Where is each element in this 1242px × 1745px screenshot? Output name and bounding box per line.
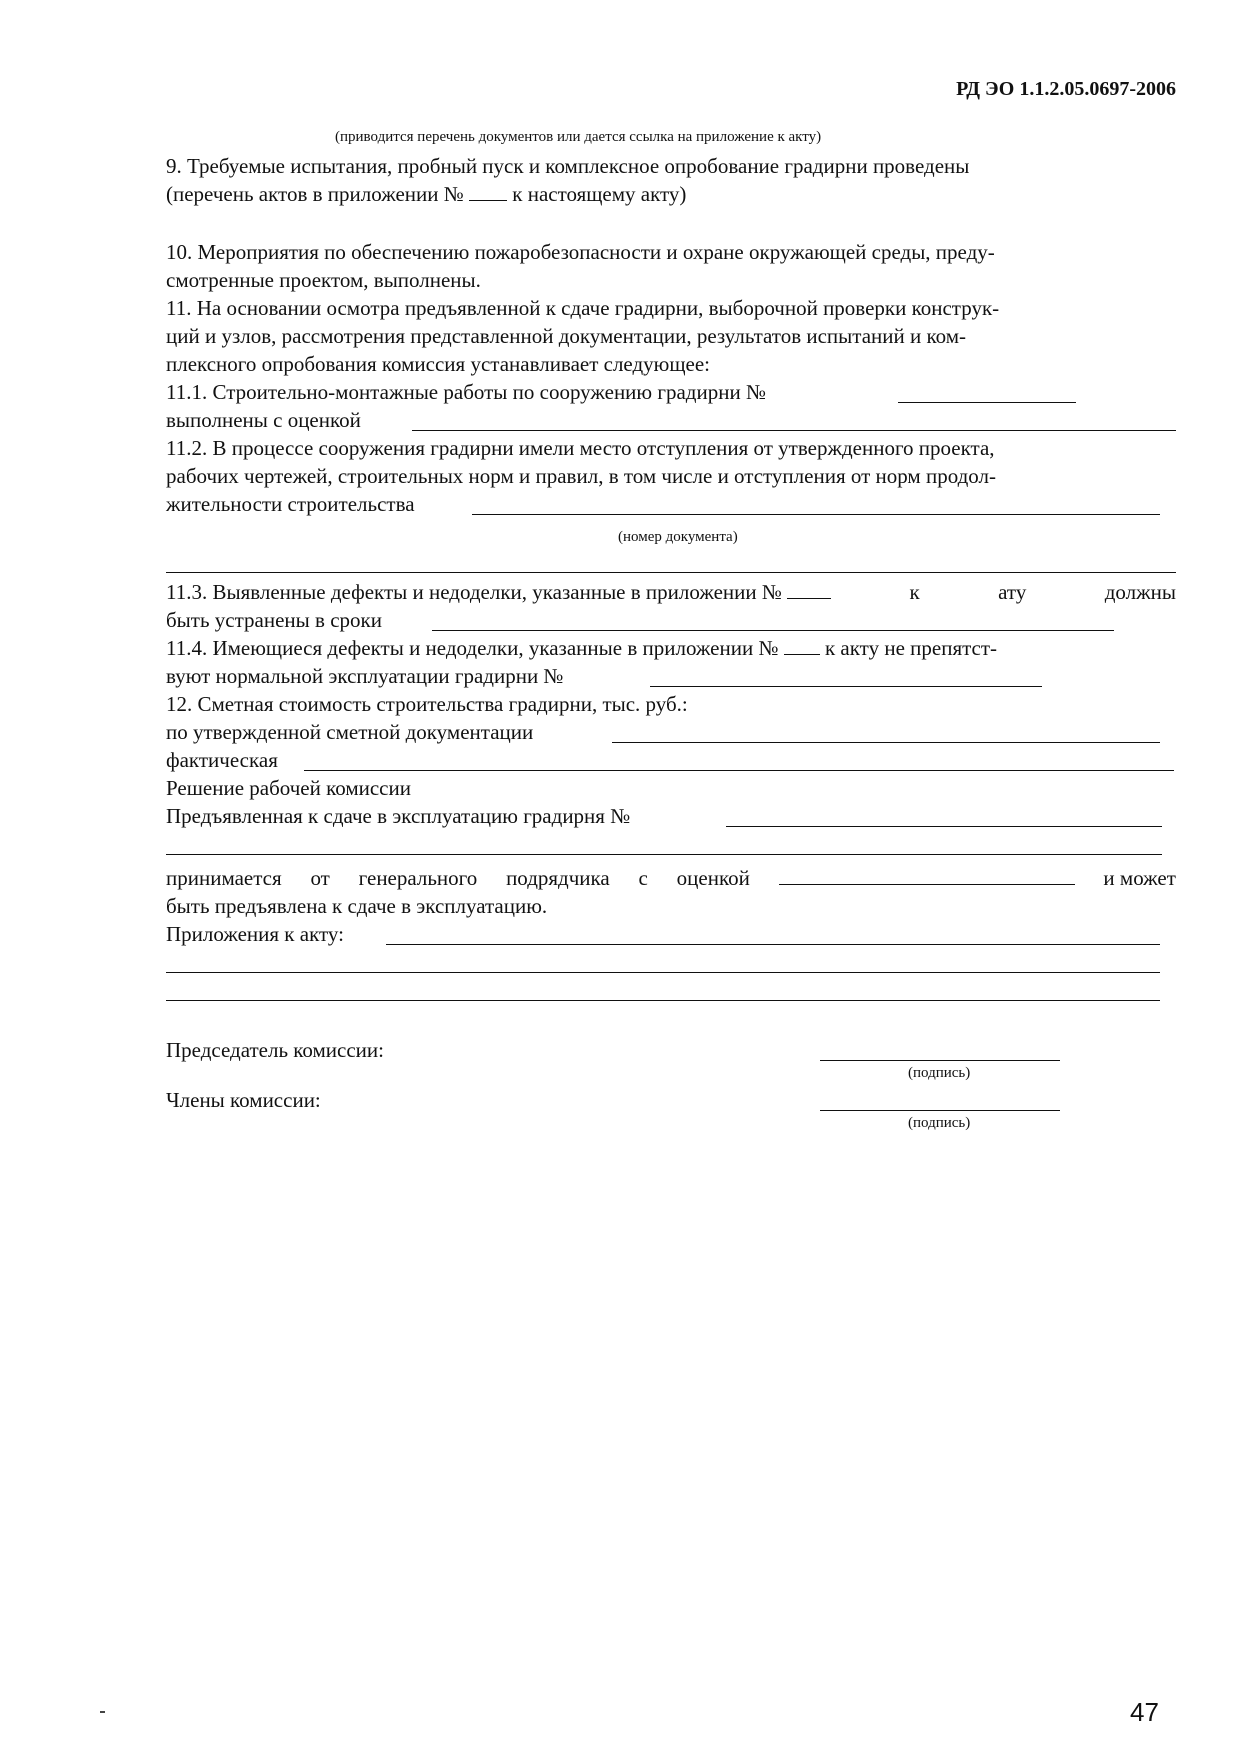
page-number: 47 <box>1130 1697 1159 1727</box>
item12-line3: фактическая <box>166 748 278 772</box>
document-code: РД ЭО 1.1.2.05.0697-2006 <box>956 78 1176 100</box>
item11-2-line3: жительности строительства <box>166 492 415 516</box>
document-number-blank <box>166 572 1176 573</box>
item11-line2: ций и узлов, рассмотрения представленной документации, результатов испытаний и ком- <box>166 324 967 348</box>
decision-tower-blank <box>726 826 1162 827</box>
item11-4-line2: вуют нормальной эксплуатации градирни № <box>166 664 564 688</box>
appendix-blank-1 <box>386 944 1160 945</box>
caption-documents: (приводится перечень документов или дается ссылка на приложение к акту) <box>335 129 822 145</box>
item12-line2: по утвержденной сметной документации <box>166 720 534 744</box>
item11-2-line2: рабочих чертежей, строительных норм и правил, в том числе и отступления от норм продол- <box>166 464 996 488</box>
item9-line2-post: к настоящему акту) <box>512 182 687 206</box>
signature-caption-2: (подпись) <box>908 1115 971 1131</box>
appendix-label: Приложения к акту: <box>166 922 344 946</box>
item11-3-line2: быть устранены в сроки <box>166 608 382 632</box>
item11-2-line1: 11.2. В процессе сооружения градирни имели место отступления от утвержденного проекта, <box>166 436 995 460</box>
chairman-signature-line <box>820 1060 1060 1061</box>
decision-line2: принимается от генерального подрядчика с оценкой и может <box>166 866 1176 890</box>
defects-appendix-blank <box>787 578 831 599</box>
deadline-blank <box>432 630 1114 631</box>
signature-caption-1: (подпись) <box>908 1065 971 1081</box>
item11-1-line1: 11.1. Строительно-монтажные работы по сооружению градирни № <box>166 380 766 404</box>
item11-4-line1: 11.4. Имеющиеся дефекты и недоделки, указанные в приложении № к акту не препятст- <box>166 636 998 660</box>
item11-line1: 11. На основании осмотра предъявленной к сдаче градирни, выборочной проверки конструк- <box>166 296 1000 320</box>
item9-line1: 9. Требуемые испытания, пробный пуск и комплексное опробование градирни проведены <box>166 154 970 178</box>
decision-line3: быть предъявлена к сдаче в эксплуатацию. <box>166 894 548 918</box>
defects-appendix-blank-2 <box>784 634 820 655</box>
decision-title: Решение рабочей комиссии <box>166 776 411 800</box>
appendix-blank-2 <box>166 972 1160 973</box>
item11-line3: плексного опробования комиссия устанавливает следующее: <box>166 352 711 376</box>
caption-document-number: (номер документа) <box>618 529 738 545</box>
item12-line1: 12. Сметная стоимость строительства градирни, тыс. руб.: <box>166 692 688 716</box>
members-label: Члены комиссии: <box>166 1088 321 1112</box>
decision-rating-blank <box>779 864 1075 885</box>
approved-cost-blank <box>612 742 1160 743</box>
item10-line1: 10. Мероприятия по обеспечению пожаробезопасности и охране окружающей среды, преду- <box>166 240 995 264</box>
decision-tower-blank-2 <box>166 854 1162 855</box>
chairman-label: Председатель комиссии: <box>166 1038 384 1062</box>
item9-line2-pre: (перечень актов в приложении № <box>166 182 464 206</box>
actual-cost-blank <box>304 770 1174 771</box>
deviation-blank <box>472 514 1160 515</box>
rating-blank <box>412 430 1176 431</box>
item11-1-line2: выполнены с оценкой <box>166 408 361 432</box>
item10-line2: смотренные проектом, выполнены. <box>166 268 481 292</box>
appendix-number-blank <box>469 180 507 201</box>
tower-number-blank-2 <box>650 686 1042 687</box>
members-signature-line <box>820 1110 1060 1111</box>
tower-number-blank <box>898 402 1076 403</box>
decision-line1: Предъявленная к сдаче в эксплуатацию градирня № <box>166 804 631 828</box>
scan-mark <box>100 1711 105 1713</box>
appendix-blank-3 <box>166 1000 1160 1001</box>
item11-3-line1: 11.3. Выявленные дефекты и недоделки, указанные в приложении № к ату должны <box>166 580 1176 604</box>
item9-line2 <box>166 180 686 208</box>
